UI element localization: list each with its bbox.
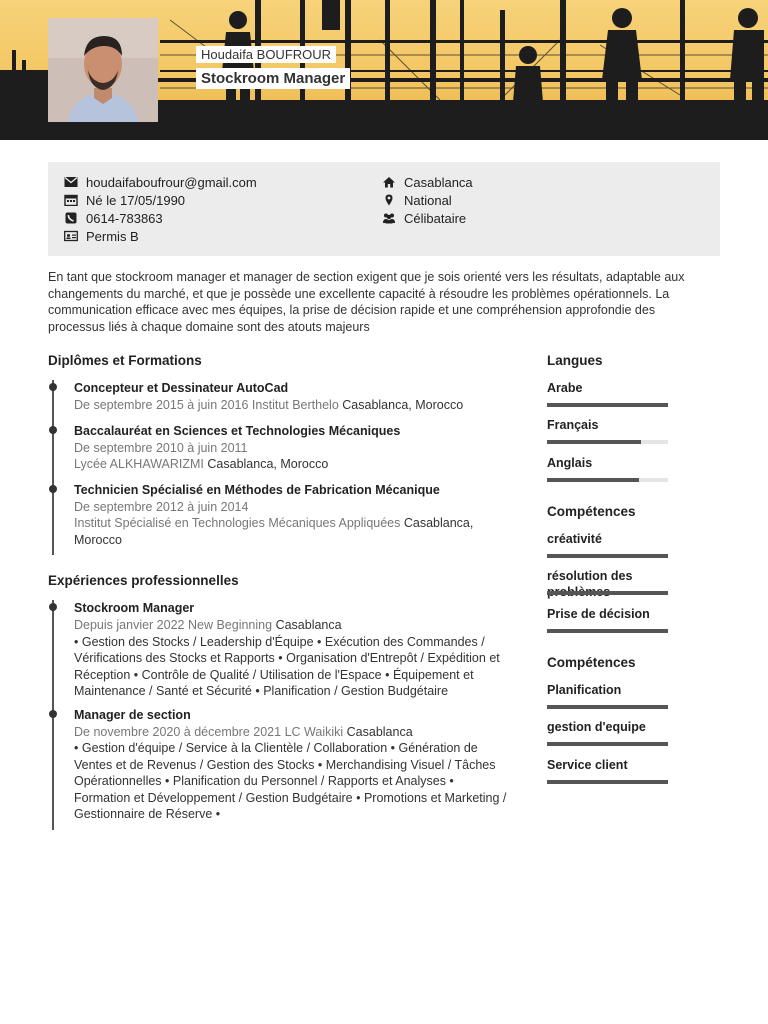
education-meta (74, 397, 508, 414)
language-label: Anglais (547, 456, 593, 470)
level-fill (547, 440, 641, 444)
skill-item (547, 531, 668, 547)
contact-email[interactable] (64, 173, 257, 191)
contact-phone[interactable] (64, 209, 163, 227)
experience-section-title: Expériences professionnelles (48, 573, 239, 588)
level-fill (547, 742, 668, 746)
contact-birthdate (64, 191, 185, 209)
language-item (547, 455, 668, 471)
skill-label: Planification (547, 683, 622, 697)
level-fill (547, 780, 668, 784)
education-meta (74, 515, 508, 548)
timeline-dot (49, 710, 57, 718)
education-degree: Baccalauréat en Sciences et Technologies Mécaniques (74, 423, 401, 438)
skills-section-title-2: Compétences (547, 655, 636, 670)
envelope-icon (64, 176, 78, 188)
experience-company: New Beginning (187, 618, 273, 632)
skill-label: Service client (547, 758, 628, 772)
experience-role: Stockroom Manager (74, 601, 195, 615)
timeline-dot (49, 426, 57, 434)
calendar-icon (64, 194, 78, 206)
skill-level-bar (547, 629, 668, 633)
level-fill (547, 591, 668, 595)
experience-item (48, 600, 508, 700)
timeline-dot (49, 383, 57, 391)
level-fill (547, 705, 668, 709)
experience-description: • Gestion d'équipe / Service à la Clientèle / Collaboration • Génération de Ventes et de Revenus / Gestion des Stocks • Merchandising Visuel / Tâches Opérationnelles • Planification du Personnel / Rapports et Analyses • Formation et Développement / Gestion Budgétaire • Promotions et Marketing / Gestionnaire de Réserve • (74, 741, 507, 821)
education-school: Institut Berthelo (251, 398, 339, 412)
experience-dates: Depuis janvier 2022 (74, 618, 185, 632)
skill-level-bar (547, 591, 668, 595)
home-icon (382, 176, 396, 188)
experience-meta (74, 617, 508, 634)
level-fill (547, 629, 668, 633)
language-level-bar (547, 440, 668, 444)
id-card-icon (64, 230, 78, 242)
experience-place: Casablanca (346, 724, 413, 739)
education-place: Casablanca, Morocco (342, 398, 464, 412)
education-school: Lycée ALKHAWARIZMI (74, 457, 204, 471)
candidate-name: Houdaifa BOUFROUR (196, 46, 336, 63)
skill-item (547, 719, 668, 735)
experience-role: Manager de section (74, 707, 191, 722)
phone-text: 0614-783863 (86, 210, 163, 226)
experience-meta (74, 724, 508, 741)
level-fill (547, 478, 639, 482)
contact-nationality (382, 191, 452, 209)
level-fill (547, 403, 668, 407)
experience-timeline (48, 600, 508, 823)
languages-section-title: Langues (547, 353, 603, 368)
contact-panel (48, 162, 720, 256)
education-dates: De septembre 2012 à juin 2014 (74, 499, 249, 514)
level-fill (547, 554, 668, 558)
education-section-title: Diplômes et Formations (48, 353, 202, 368)
timeline-dot (49, 485, 57, 493)
map-pin-icon (382, 194, 396, 206)
education-item (48, 482, 508, 549)
language-label: Arabe (547, 381, 583, 395)
skill-label: gestion d'equipe (547, 720, 646, 734)
skill-label: Prise de décision (547, 607, 650, 621)
contact-marital-status (382, 209, 466, 227)
birthdate-text: Né le 17/05/1990 (86, 192, 186, 208)
nationality-text: National (404, 192, 452, 208)
users-icon (382, 212, 396, 224)
education-dates: De septembre 2010 à juin 2011 (74, 440, 248, 455)
skill-item (547, 757, 668, 773)
language-label: Français (547, 418, 599, 432)
skill-item (547, 606, 668, 622)
skill-level-bar (547, 780, 668, 784)
language-item (547, 417, 668, 433)
marital-status-text: Célibataire (404, 210, 467, 226)
skill-level-bar (547, 705, 668, 709)
contact-license (64, 227, 139, 245)
language-item (547, 380, 668, 396)
education-item (48, 380, 508, 414)
experience-description: • Gestion des Stocks / Leadership d'Équipe • Exécution des Commandes / Vérifications des Stocks et Rapports • Organisation d'Entrepôt / Expédition et Réception • Contrôle de Qualité / Utilisation de l'Espace • Équipement et Maintenance / Santé et Sécurité • Planification / Gestion Budgétaire (74, 634, 500, 698)
contact-city (382, 173, 473, 191)
experience-place: Casablanca (275, 618, 342, 632)
experience-dates: De novembre 2020 à décembre 2021 (74, 724, 282, 739)
education-dates: De septembre 2015 à juin 2016 (74, 398, 249, 412)
header-banner (0, 0, 768, 140)
skill-item (547, 682, 668, 698)
skills-section-title: Compétences (547, 504, 636, 519)
education-degree: Concepteur et Dessinateur AutoCad (74, 381, 289, 395)
skill-level-bar (547, 742, 668, 746)
language-level-bar (547, 478, 668, 482)
skill-level-bar (547, 554, 668, 558)
license-text: Permis B (86, 228, 139, 244)
education-timeline (48, 380, 508, 548)
profile-photo (48, 18, 158, 122)
skill-item (547, 568, 668, 600)
email-text: houdaifaboufrour@gmail.com (86, 174, 257, 190)
profile-summary: En tant que stockroom manager et manager de section exigent que je sois orienté vers les résultats, adaptable aux changements du marché, et que je possède une excellente capacité à résoudre les problèmes opérationnels. La communication efficace avec mes équipes, la prise de décision rapide et une compréhension approfondie des processus liés à chaque domaine sont des atouts majeurs (48, 270, 685, 334)
education-meta (74, 456, 508, 473)
job-title: Stockroom Manager (196, 68, 350, 89)
education-place: Casablanca, Morocco (207, 457, 329, 471)
language-level-bar (547, 403, 668, 407)
experience-company: LC Waikiki (284, 724, 344, 739)
city-text: Casablanca (404, 174, 473, 190)
education-school: Institut Spécialisé en Technologies Mécaniques Appliquées (74, 516, 401, 530)
education-place: Casablanca, Morocco (74, 516, 474, 547)
education-degree: Technicien Spécialisé en Méthodes de Fabrication Mécanique (74, 482, 440, 497)
skill-label: créativité (547, 532, 602, 546)
phone-icon (64, 212, 78, 224)
skill-label: résolution des (547, 569, 633, 583)
education-item (48, 423, 508, 473)
experience-item (48, 707, 508, 823)
timeline-dot (49, 603, 57, 611)
